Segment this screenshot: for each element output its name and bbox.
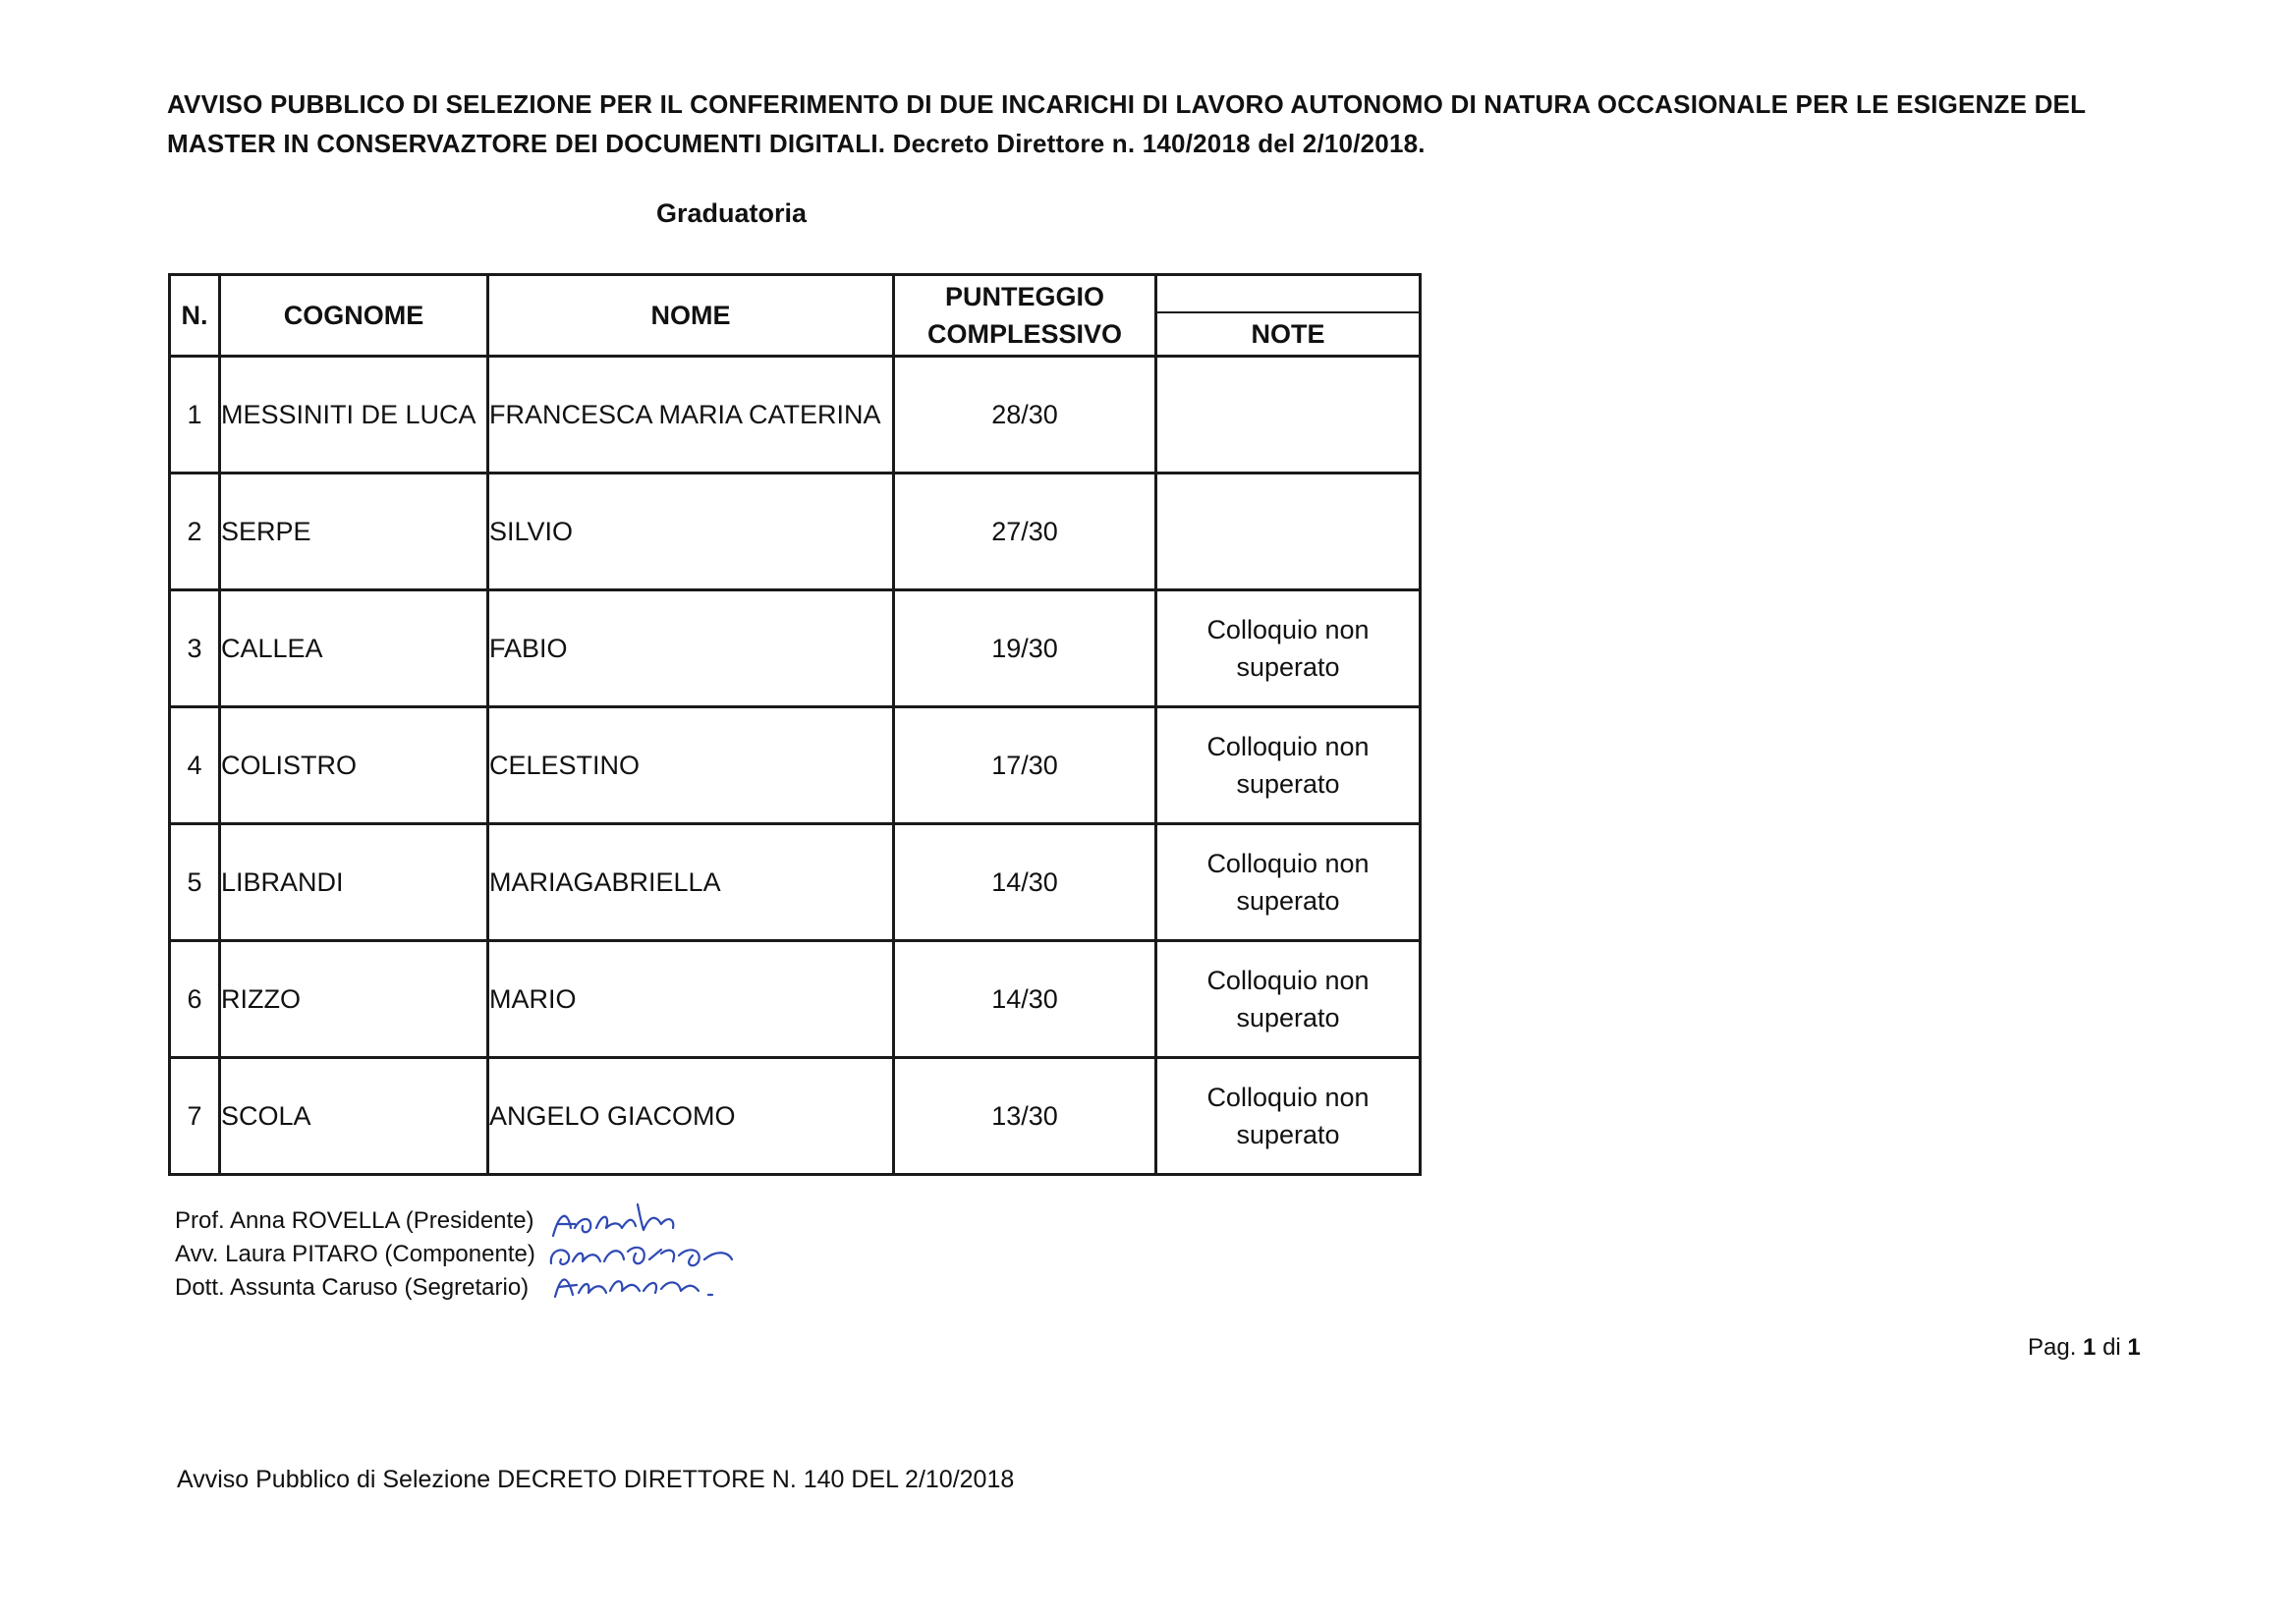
page-total: 1	[2127, 1334, 2141, 1361]
note-line-1: Colloquio non	[1206, 966, 1370, 995]
note-line-2: superato	[1236, 1120, 1340, 1149]
cell-punteggio: 14/30	[894, 941, 1156, 1058]
header-n: N.	[170, 275, 220, 357]
table-row	[170, 1058, 1421, 1175]
cell-note	[1156, 1058, 1421, 1175]
cell-note	[1156, 941, 1421, 1058]
note-line-2: superato	[1236, 1003, 1340, 1032]
cell-nome: MARIAGABRIELLA	[488, 824, 894, 941]
cell-punteggio: 19/30	[894, 590, 1156, 707]
table-row	[170, 707, 1421, 824]
commission-signers	[175, 1204, 535, 1305]
cell-nome: CELESTINO	[488, 707, 894, 824]
ranking-table	[168, 273, 1422, 1176]
note-line-1: Colloquio non	[1206, 1083, 1370, 1112]
document-heading	[167, 84, 2093, 163]
cell-nome: MARIO	[488, 941, 894, 1058]
cell-cognome: COLISTRO	[220, 707, 488, 824]
cell-n: 5	[170, 824, 220, 941]
table-header-row	[170, 275, 1421, 357]
table-row	[170, 941, 1421, 1058]
cell-cognome: CALLEA	[220, 590, 488, 707]
cell-nome: SILVIO	[488, 474, 894, 590]
note-line-2: superato	[1236, 886, 1340, 916]
cell-punteggio: 14/30	[894, 824, 1156, 941]
header-note-label: NOTE	[1251, 318, 1325, 349]
page-middle: di	[2096, 1334, 2128, 1361]
cell-cognome: SCOLA	[220, 1058, 488, 1175]
cell-cognome: LIBRANDI	[220, 824, 488, 941]
cell-n: 6	[170, 941, 220, 1058]
note-line-2: superato	[1236, 652, 1340, 682]
header-cognome: COGNOME	[220, 275, 488, 357]
header-note-blank	[1157, 276, 1419, 313]
cell-n: 3	[170, 590, 220, 707]
table-row	[170, 357, 1421, 474]
table-row	[170, 824, 1421, 941]
cell-punteggio: 28/30	[894, 357, 1156, 474]
heading-line-2: MASTER IN CONSERVAZTORE DEI DOCUMENTI DIGITALI. Decreto Direttore n. 140/2018 del 2/10/2018.	[167, 129, 1426, 158]
cell-punteggio: 27/30	[894, 474, 1156, 590]
note-line-1: Colloquio non	[1206, 732, 1370, 761]
page-prefix: Pag.	[2028, 1334, 2084, 1361]
header-nome: NOME	[488, 275, 894, 357]
cell-n: 2	[170, 474, 220, 590]
header-note	[1156, 275, 1421, 357]
cell-cognome: MESSINITI DE LUCA	[220, 357, 488, 474]
note-line-1: Colloquio non	[1206, 615, 1370, 644]
cell-cognome: SERPE	[220, 474, 488, 590]
cell-note	[1156, 357, 1421, 474]
cell-punteggio: 13/30	[894, 1058, 1156, 1175]
cell-n: 7	[170, 1058, 220, 1175]
cell-cognome: RIZZO	[220, 941, 488, 1058]
header-punteggio-line-2: COMPLESSIVO	[926, 319, 1123, 349]
cell-n: 4	[170, 707, 220, 824]
page-current: 1	[2083, 1334, 2097, 1361]
signer-segretario: Dott. Assunta Caruso (Segretario)	[175, 1274, 530, 1301]
page-number	[2028, 1334, 2141, 1362]
cell-nome: FABIO	[488, 590, 894, 707]
cell-punteggio: 17/30	[894, 707, 1156, 824]
signer-componente: Avv. Laura PITARO (Componente)	[175, 1241, 535, 1267]
cell-note	[1156, 590, 1421, 707]
cell-note	[1156, 824, 1421, 941]
cell-nome: ANGELO GIACOMO	[488, 1058, 894, 1175]
cell-nome: FRANCESCA MARIA CATERINA	[488, 357, 894, 474]
cell-note	[1156, 474, 1421, 590]
table-row	[170, 590, 1421, 707]
document-footer: Avviso Pubblico di Selezione DECRETO DIRETTORE N. 140 DEL 2/10/2018	[177, 1466, 1015, 1493]
handwritten-signatures	[545, 1195, 840, 1312]
note-line-1: Colloquio non	[1206, 849, 1370, 878]
note-line-2: superato	[1236, 769, 1340, 799]
header-punteggio	[894, 275, 1156, 357]
signer-presidente: Prof. Anna ROVELLA (Presidente)	[175, 1207, 534, 1234]
cell-note	[1156, 707, 1421, 824]
header-punteggio-line-1: PUNTEGGIO	[944, 282, 1104, 311]
cell-n: 1	[170, 357, 220, 474]
table-row	[170, 474, 1421, 590]
document-subtitle: Graduatoria	[656, 198, 808, 228]
heading-line-1: AVVISO PUBBLICO DI SELEZIONE PER IL CONFERIMENTO DI DUE INCARICHI DI LAVORO AUTONOMO DI NATURA OCCASIONALE PER LE ESIGENZE DEL	[167, 89, 2087, 119]
